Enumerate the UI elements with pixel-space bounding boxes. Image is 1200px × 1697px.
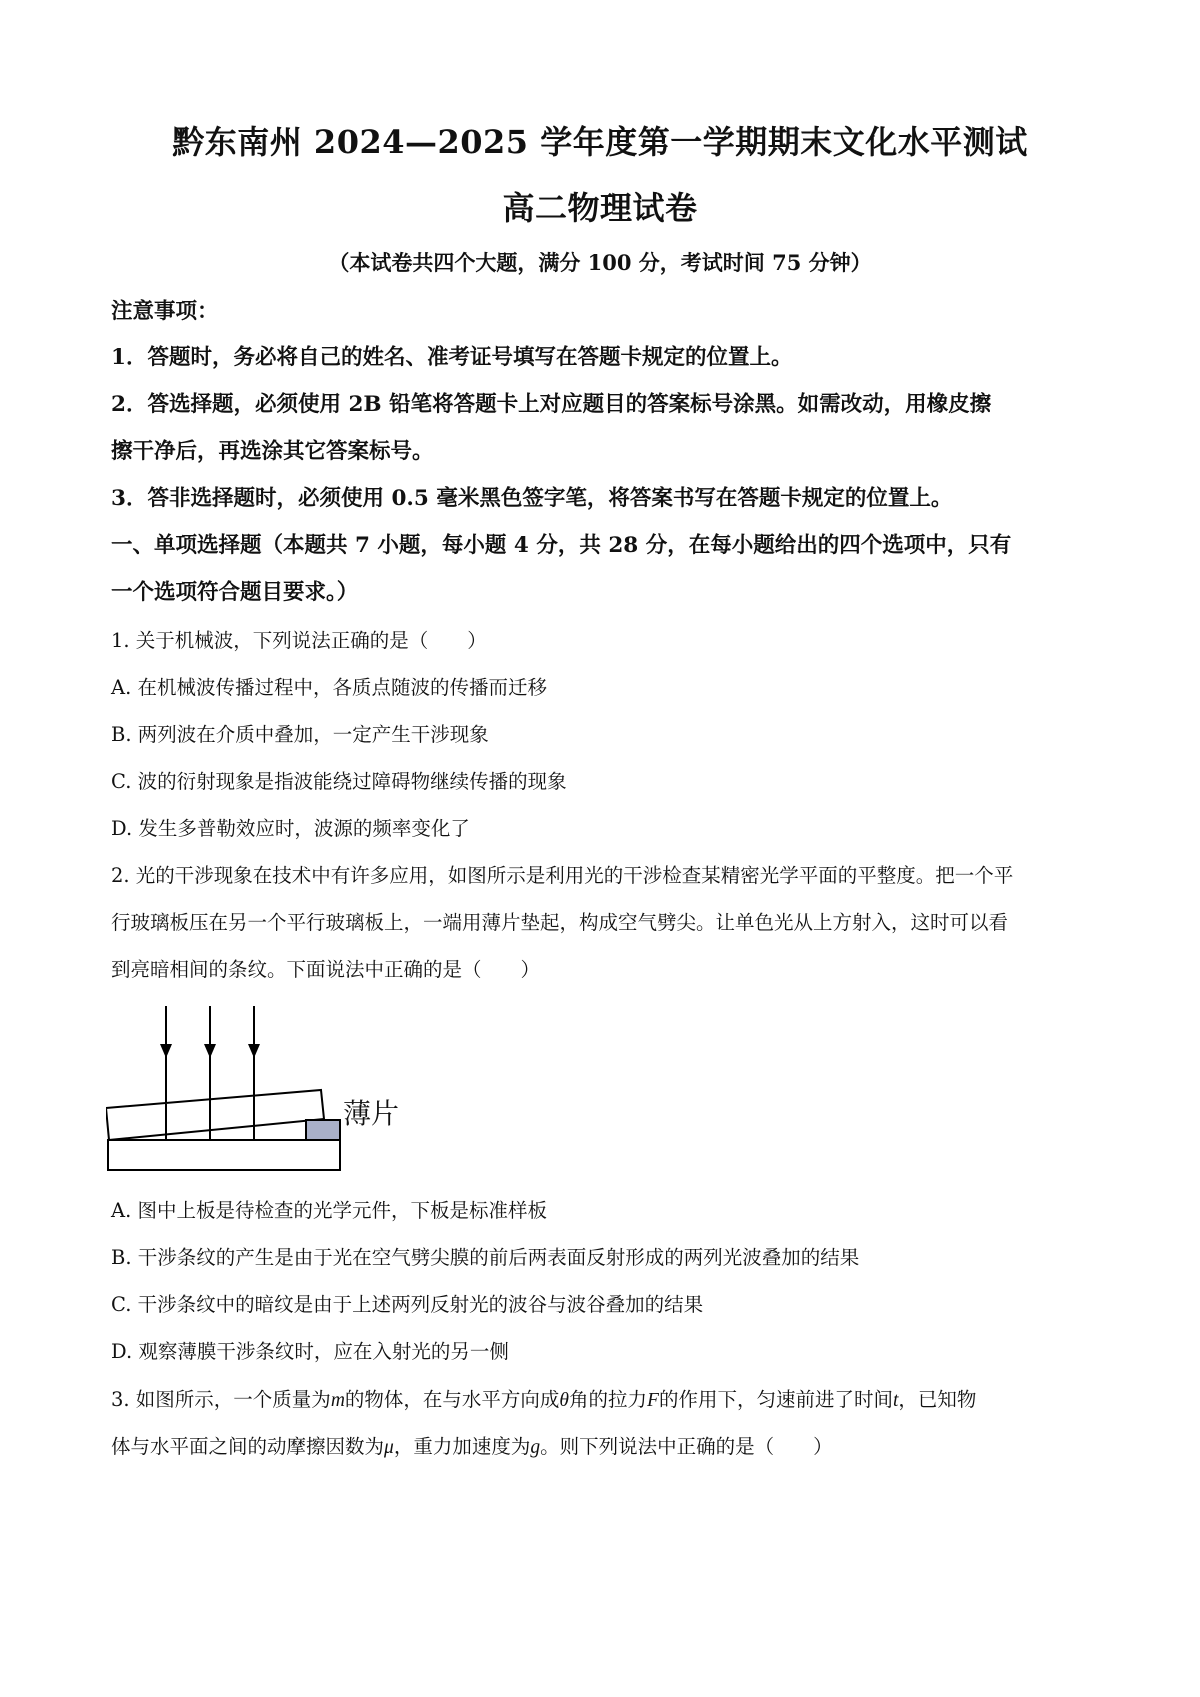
q3-text: 3. 如图所示，一个质量为: [111, 1388, 331, 1411]
upper-glass-plate: [106, 1090, 324, 1140]
q3-stem-line-1: [111, 1385, 1101, 1416]
q3-text: 体与水平面之间的动摩擦因数为: [111, 1435, 385, 1458]
note-2-line-2: 擦干净后，再选涂其它答案标号。: [111, 439, 434, 464]
exam-subject: 高二物理试卷: [502, 189, 698, 227]
q2-option-c: C. 干涉条纹中的暗纹是由于上述两列反射光的波谷与波谷叠加的结果: [111, 1293, 704, 1316]
lower-glass-plate: [108, 1140, 340, 1170]
q1-stem: 1. 关于机械波，下列说法正确的是（ ）: [111, 629, 487, 652]
spacer-shim: [306, 1120, 340, 1140]
q1-option-d: D. 发生多普勒效应时，波源的频率变化了: [111, 817, 470, 840]
q2-option-b: B. 干涉条纹的产生是由于光在空气劈尖膜的前后两表面反射形成的两列光波叠加的结果: [111, 1246, 860, 1269]
section-1-heading-line-1: 一、单项选择题（本题共 7 小题，每小题 4 分，共 28 分，在每小题给出的四个选项中，只有: [111, 533, 1012, 558]
q3-var-mu: μ: [384, 1437, 394, 1458]
q3-text: ，已知物: [898, 1388, 977, 1411]
q2-stem-line-2: 行玻璃板压在另一个平行玻璃板上，一端用薄片垫起，构成空气劈尖。让单色光从上方射入，这时可以看: [111, 911, 1009, 934]
note-1: 1．答题时，务必将自己的姓名、准考证号填写在答题卡规定的位置上。: [111, 345, 793, 370]
q1-option-c: C. 波的衍射现象是指波能绕过障碍物继续传播的现象: [111, 770, 567, 793]
q3-var-t: t: [892, 1390, 899, 1411]
q2-stem-line-1: 2. 光的干涉现象在技术中有许多应用，如图所示是利用光的干涉检查某精密光学平面的平整度。把一个平: [111, 864, 1014, 887]
section-1-heading-line-2: 一个选项符合题目要求。）: [111, 580, 359, 605]
exam-info: （本试卷共四个大题，满分 100 分，考试时间 75 分钟）: [328, 250, 872, 275]
q3-var-m: m: [330, 1390, 345, 1411]
q3-stem-line-2: [111, 1432, 1101, 1463]
note-2-line-1: 2．答选择题，必须使用 2B 铅笔将答题卡上对应题目的答案标号涂黑。如需改动，用橡皮擦: [111, 392, 992, 417]
arrowhead-1: [160, 1044, 172, 1058]
q3-text: 的物体，在与水平方向成: [344, 1388, 560, 1411]
q2-stem-line-3: 到亮暗相间的条纹。下面说法中正确的是（ ）: [111, 958, 541, 981]
exam-title: 黔东南州 2024—2025 学年度第一学期期末文化水平测试: [172, 123, 1028, 161]
notes-heading: 注意事项：: [111, 299, 219, 324]
q3-var-g: g: [530, 1437, 541, 1458]
ray-arrowheads: [160, 1044, 260, 1058]
q1-option-a: A. 在机械波传播过程中，各质点随波的传播而迁移: [111, 676, 547, 699]
q1-option-b: B. 两列波在介质中叠加，一定产生干涉现象: [111, 723, 489, 746]
q2-option-d: D. 观察薄膜干涉条纹时，应在入射光的另一侧: [111, 1340, 509, 1363]
figure-label-spacer: 薄片: [343, 1097, 400, 1130]
air-wedge-figure: [106, 1006, 346, 1171]
q3-text: ，重力加速度为: [393, 1435, 531, 1458]
q3-text: 角的拉力: [569, 1388, 648, 1411]
q3-text: 的作用下，匀速前进了时间: [658, 1388, 893, 1411]
q3-var-theta: θ: [559, 1390, 570, 1411]
arrowhead-2: [204, 1044, 216, 1058]
q3-var-f: F: [647, 1390, 659, 1411]
arrowhead-3: [248, 1044, 260, 1058]
note-3: 3．答非选择题时，必须使用 0.5 毫米黑色签字笔，将答案书写在答题卡规定的位置上。: [111, 486, 953, 511]
q3-text: 。则下列说法中正确的是（ ）: [540, 1435, 833, 1458]
q2-option-a: A. 图中上板是待检查的光学元件，下板是标准样板: [111, 1199, 547, 1222]
